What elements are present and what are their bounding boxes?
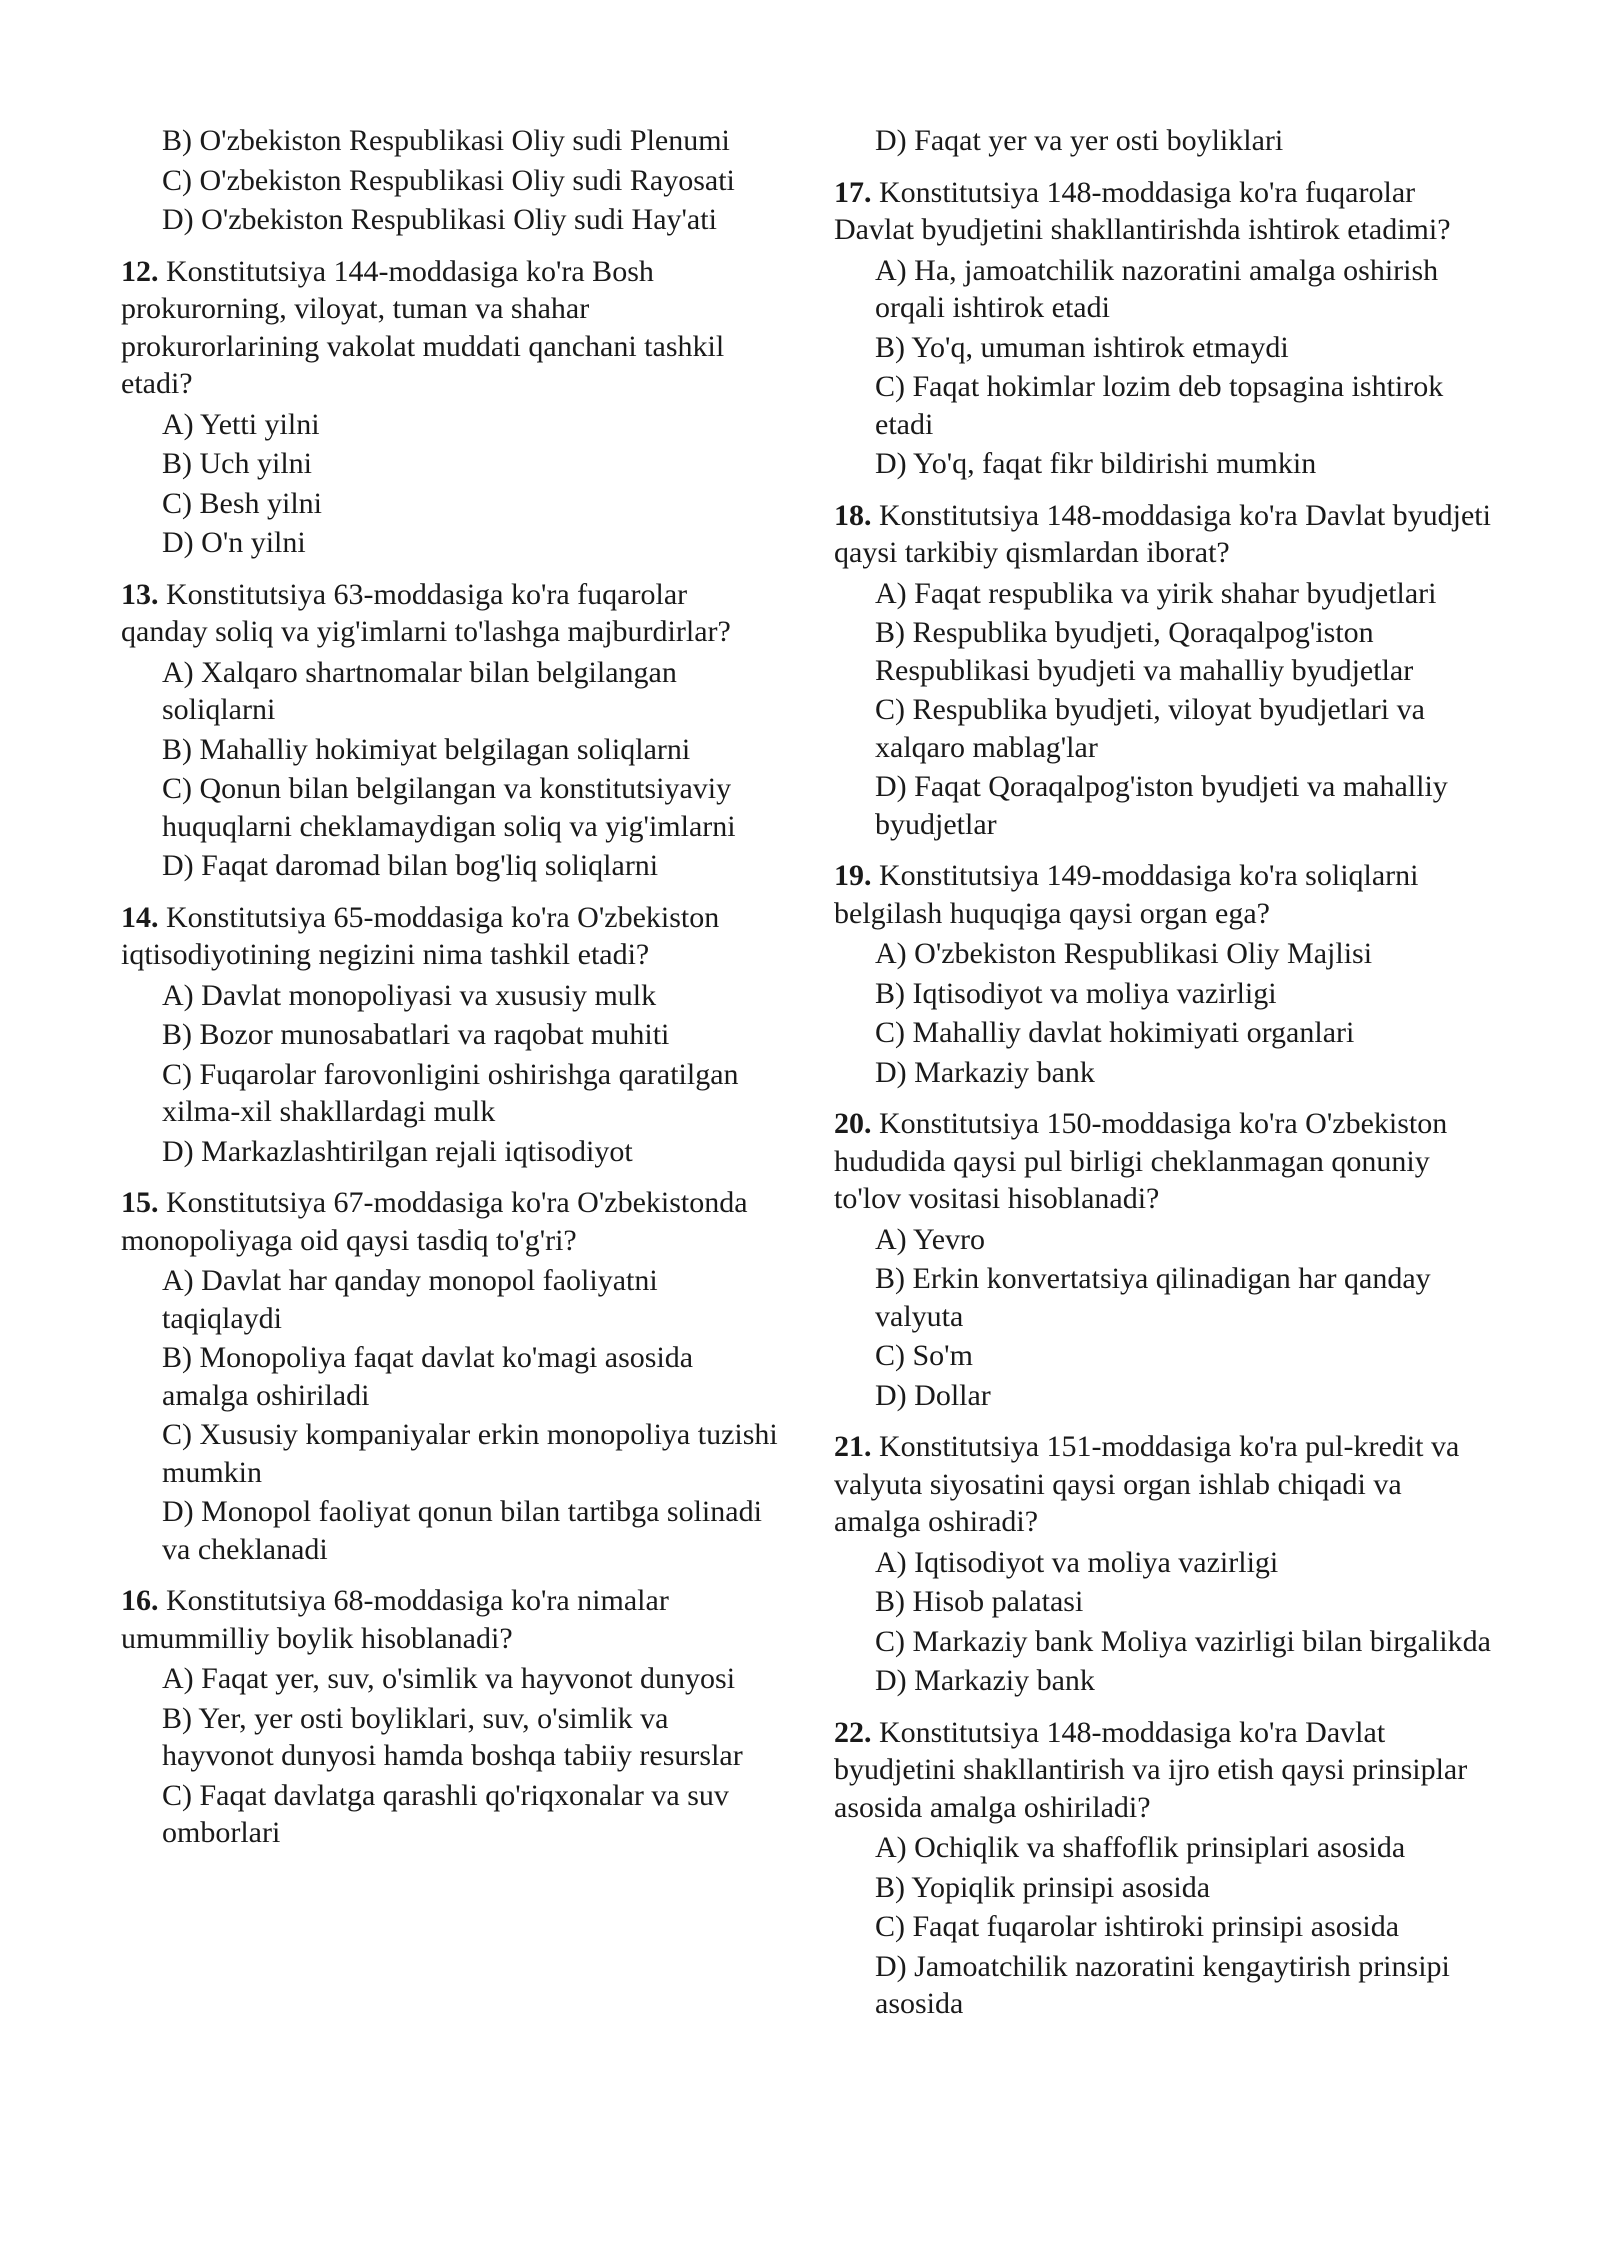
question-15 [121,1184,781,1568]
question-number: 12. [121,254,159,288]
answer-list [121,1660,781,1852]
answer-list [834,935,1494,1091]
question-number: 19. [834,859,872,892]
answer-list [121,1262,781,1568]
answer-option: A) Yetti yilni [162,407,320,441]
answer-option: A) Ha, jamoatchilik nazoratini amalga oshirish orqali ishtirok etadi [875,253,1439,324]
question-text [121,253,781,403]
answer-option: A) Ochiqlik va shaffoflik prinsiplari asosida [875,1831,1406,1864]
right-column [834,122,1494,2037]
question-text [834,497,1494,572]
question-20 [834,1105,1494,1414]
question-12 [121,253,781,562]
answer-option: A) Yevro [875,1222,986,1256]
question-text [834,1714,1494,1827]
answer-list [834,122,1494,160]
question-text [121,899,781,974]
question-body: Konstitutsiya 63-moddasiga ko'ra fuqarolar qanday soliq va yig'imlarni to'lashga majburdirlar? [121,577,731,648]
answer-option: D) O'zbekiston Respublikasi Oliy sudi Hay'ati [162,203,717,236]
answer-list [834,1221,1494,1415]
question-body: Konstitutsiya 148-moddasiga ko'ra fuqarolar Davlat byudjetini shakllantirishda ishtirok etadimi? [834,175,1451,246]
question-number: 15. [121,1186,159,1219]
question-text [121,1582,781,1657]
answer-option: A) O'zbekiston Respublikasi Oliy Majlisi [875,937,1373,970]
left-column [121,122,781,1866]
question-18 [834,497,1494,844]
answer-option: D) Markaziy bank [875,1664,1095,1697]
question-number: 13. [121,577,159,611]
answer-option: D) Yo'q, faqat fikr bildirishi mumkin [875,447,1317,480]
answer-option: D) Faqat yer va yer osti boyliklari [875,124,1284,157]
question-14 [121,899,781,1171]
answer-list [121,122,781,239]
answer-list [121,977,781,1171]
answer-option: B) Yer, yer osti boyliklari, suv, o'simlik va hayvonot dunyosi hamda boshqa tabiiy resurslar [162,1701,743,1772]
answer-option: B) Iqtisodiyot va moliya vazirligi [875,976,1277,1010]
answer-option: C) So'm [875,1339,973,1372]
question-body: Konstitutsiya 148-moddasiga ko'ra Davlat byudjetini shakllantirish va ijro etish qaysi prinsiplar asosida amalga oshiriladi? [834,1715,1468,1824]
answer-option: D) Dollar [875,1378,991,1412]
answer-list [834,575,1494,844]
question-text [121,576,781,651]
answer-option: A) Faqat yer, suv, o'simlik va hayvonot dunyosi [162,1662,736,1695]
question-body: Konstitutsiya 151-moddasiga ko'ra pul-kredit va valyuta siyosatini qaysi organ ishlab chiqadi va amalga oshiradi? [834,1430,1460,1538]
answer-option: C) Faqat fuqarolar ishtiroki prinsipi asosida [875,1910,1400,1943]
question-number: 17. [834,175,872,209]
question-text [834,174,1494,249]
answer-list [121,654,781,885]
answer-option: D) Jamoatchilik nazoratini kengaytirish prinsipi asosida [875,1949,1450,2020]
question-17 [834,174,1494,483]
answer-list [834,1829,1494,2023]
answer-option: B) O'zbekiston Respublikasi Oliy sudi Plenumi [162,124,730,157]
question-11-continued [121,122,781,239]
question-body: Konstitutsiya 68-moddasiga ko'ra nimalar umummilliy boylik hisoblanadi? [121,1584,669,1655]
answer-option: C) Besh yilni [162,486,323,520]
answer-option: B) Uch yilni [162,447,312,480]
answer-option: C) Qonun bilan belgilangan va konstitutsiyaviy huquqlarni cheklamaydigan soliq va yig'imlarni [162,772,736,843]
answer-option: A) Davlat har qanday monopol faoliyatni taqiqlaydi [162,1264,658,1335]
answer-list [834,252,1494,483]
question-16 [121,1582,781,1852]
question-text [834,857,1494,932]
question-body: Konstitutsiya 144-moddasiga ko'ra Bosh prokurorning, viloyat, tuman va shahar prokurorlarining vakolat muddati qanchani tashkil etadi? [121,254,725,400]
question-text [121,1184,781,1259]
question-number: 16. [121,1584,159,1617]
answer-option: B) Yopiqlik prinsipi asosida [875,1870,1211,1904]
answer-option: B) Bozor munosabatlari va raqobat muhiti [162,1018,670,1051]
question-body: Konstitutsiya 148-moddasiga ko'ra Davlat byudjeti qaysi tarkibiy qismlardan iborat? [834,498,1491,569]
answer-option: A) Davlat monopoliyasi va xususiy mulk [162,978,657,1012]
answer-option: C) Respublika byudjeti, viloyat byudjetlari va xalqaro mablag'lar [875,693,1425,764]
answer-option: B) Monopoliya faqat davlat ko'magi asosida amalga oshiriladi [162,1341,694,1412]
answer-option: A) Xalqaro shartnomalar bilan belgilangan soliqlarni [162,655,677,726]
question-number: 20. [834,1107,872,1140]
question-22 [834,1714,1494,2023]
answer-list [121,406,781,562]
answer-option: C) Markaziy bank Moliya vazirligi bilan birgalikda [875,1624,1491,1658]
question-number: 22. [834,1715,872,1749]
question-text [834,1428,1494,1541]
question-number: 21. [834,1430,872,1463]
answer-option: D) Faqat daromad bilan bog'liq soliqlarni [162,849,659,882]
question-number: 18. [834,498,872,532]
answer-option: D) Monopol faoliyat qonun bilan tartibga solinadi va cheklanadi [162,1495,762,1566]
answer-option: C) Fuqarolar farovonligini oshirishga qaratilgan xilma-xil shakllardagi mulk [162,1057,739,1128]
question-21 [834,1428,1494,1700]
question-16-continued [834,122,1494,160]
answer-option: D) Markaziy bank [875,1055,1095,1089]
answer-option: C) Faqat hokimlar lozim deb topsagina ishtirok etadi [875,370,1444,441]
question-body: Konstitutsiya 65-moddasiga ko'ra O'zbekiston iqtisodiyotining negizini nima tashkil etadi? [121,900,720,971]
answer-option: B) Respublika byudjeti, Qoraqalpog'iston Respublikasi byudjeti va mahalliy byudjetlar [875,616,1414,687]
answer-option: A) Iqtisodiyot va moliya vazirligi [875,1545,1279,1579]
answer-option: D) O'n yilni [162,526,306,559]
question-body: Konstitutsiya 67-moddasiga ko'ra O'zbekistonda monopoliyaga oid qaysi tasdiq to'g'ri? [121,1186,748,1257]
answer-option: B) Erkin konvertatsiya qilinadigan har qanday valyuta [875,1262,1431,1333]
question-19 [834,857,1494,1091]
question-13 [121,576,781,885]
answer-option: A) Faqat respublika va yirik shahar byudjetlari [875,576,1437,610]
answer-option: C) Xususiy kompaniyalar erkin monopoliya tuzishi mumkin [162,1418,778,1489]
answer-option: B) Yo'q, umuman ishtirok etmaydi [875,330,1289,364]
question-text [834,1105,1494,1218]
answer-option: C) O'zbekiston Respublikasi Oliy sudi Rayosati [162,163,735,197]
answer-option: C) Faqat davlatga qarashli qo'riqxonalar va suv omborlari [162,1778,729,1849]
answer-list [834,1544,1494,1700]
question-number: 14. [121,900,159,934]
answer-option: B) Mahalliy hokimiyat belgilagan soliqlarni [162,732,691,766]
question-body: Konstitutsiya 150-moddasiga ko'ra O'zbekiston hududida qaysi pul birligi cheklanmagan qonuniy to'lov vositasi hisoblanadi? [834,1107,1448,1215]
answer-option: D) Faqat Qoraqalpog'iston byudjeti va mahalliy byudjetlar [875,770,1448,841]
question-body: Konstitutsiya 149-moddasiga ko'ra soliqlarni belgilash huquqiga qaysi organ ega? [834,859,1419,930]
answer-option: B) Hisob palatasi [875,1585,1084,1618]
answer-option: D) Markazlashtirilgan rejali iqtisodiyot [162,1134,633,1168]
answer-option: C) Mahalliy davlat hokimiyati organlari [875,1016,1355,1049]
